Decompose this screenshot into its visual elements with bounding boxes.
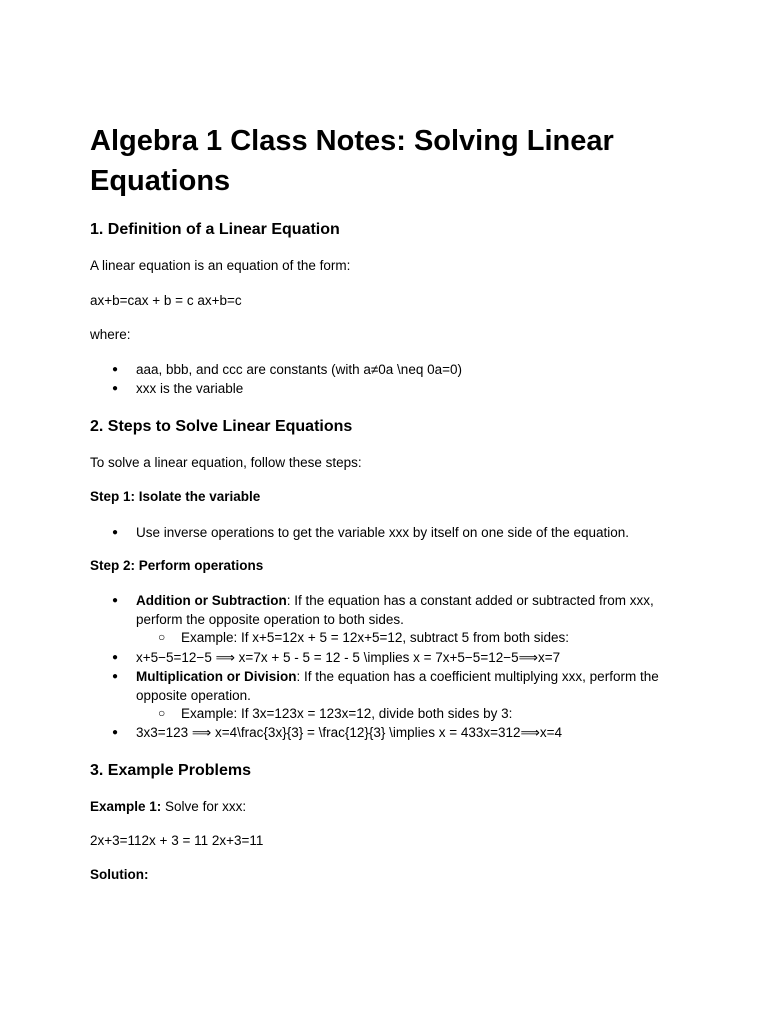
example-1-text: Solve for xxx:	[161, 799, 247, 814]
bullet-icon: ●	[112, 364, 119, 375]
sub-list-item	[136, 704, 696, 723]
section-2-intro: To solve a linear equation, follow these steps:	[90, 455, 362, 470]
list-item	[90, 723, 690, 742]
section-1-intro: A linear equation is an equation of the form:	[90, 258, 351, 273]
bullet-icon: ●	[112, 595, 119, 606]
list-item	[90, 360, 690, 379]
section-3-heading: 3. Example Problems	[90, 762, 251, 779]
section-1-heading: 1. Definition of a Linear Equation	[90, 221, 340, 238]
example-1-equation: 2x+3=112x + 3 = 11 2x+3=11	[90, 833, 264, 848]
multiplication-bold: Multiplication or Division	[136, 669, 297, 684]
hollow-bullet-icon: ○	[158, 630, 166, 644]
sub-list-item-text: Example: If 3x=123x = 123x=12, divide both sides by 3:	[181, 706, 513, 721]
section-1-where: where:	[90, 327, 131, 342]
list-item-text	[136, 591, 696, 629]
list-item-text: aaa, bbb, and ccc are constants (with a≠0a \neq 0a=0)	[136, 362, 462, 377]
list-item-text: x+5−5=12−5 ⟹ x=7x + 5 - 5 = 12 - 5 \implies x = 7x+5−5=12−5⟹x=7	[136, 650, 561, 665]
example-1-line	[90, 798, 246, 816]
list-item-text: Use inverse operations to get the variable xxx by itself on one side of the equation.	[136, 525, 630, 540]
list-item	[90, 523, 690, 542]
multiplication-rest: : If the equation has a coefficient multiplying xxx, perform the opposite operation.	[136, 669, 659, 703]
addition-rest: : If the equation has a constant added or subtracted from xxx, perform the opposite operation to both sides.	[136, 593, 654, 627]
step-1-label: Step 1: Isolate the variable	[90, 489, 261, 504]
bullet-icon: ●	[112, 652, 119, 663]
section-1-equation: ax+b=cax + b = c ax+b=c	[90, 293, 242, 308]
section-2-heading: 2. Steps to Solve Linear Equations	[90, 418, 353, 435]
list-item	[90, 379, 690, 398]
hollow-bullet-icon: ○	[158, 706, 166, 720]
list-item-text	[136, 667, 696, 705]
example-1-label: Example 1:	[90, 799, 162, 814]
bullet-icon: ●	[112, 383, 119, 394]
list-item	[90, 591, 690, 629]
bullet-icon: ●	[112, 671, 119, 682]
bullet-icon: ●	[112, 727, 119, 738]
list-item-text: 3x3=123 ⟹ x=4\frac{3x}{3} = \frac{12}{3} \implies x = 433x=312⟹x=4	[136, 725, 563, 740]
sub-list-item	[136, 628, 696, 647]
list-item	[90, 648, 690, 667]
sub-list-item-text: Example: If x+5=12x + 5 = 12x+5=12, subtract 5 from both sides:	[181, 630, 569, 645]
list-item-text: xxx is the variable	[136, 381, 244, 396]
addition-bold: Addition or Subtraction	[136, 593, 287, 608]
solution-label: Solution:	[90, 867, 149, 882]
list-item	[90, 667, 690, 705]
step-2-label: Step 2: Perform operations	[90, 558, 264, 573]
document-title: Algebra 1 Class Notes: Solving Linear Equations	[90, 125, 614, 197]
bullet-icon: ●	[112, 527, 119, 538]
